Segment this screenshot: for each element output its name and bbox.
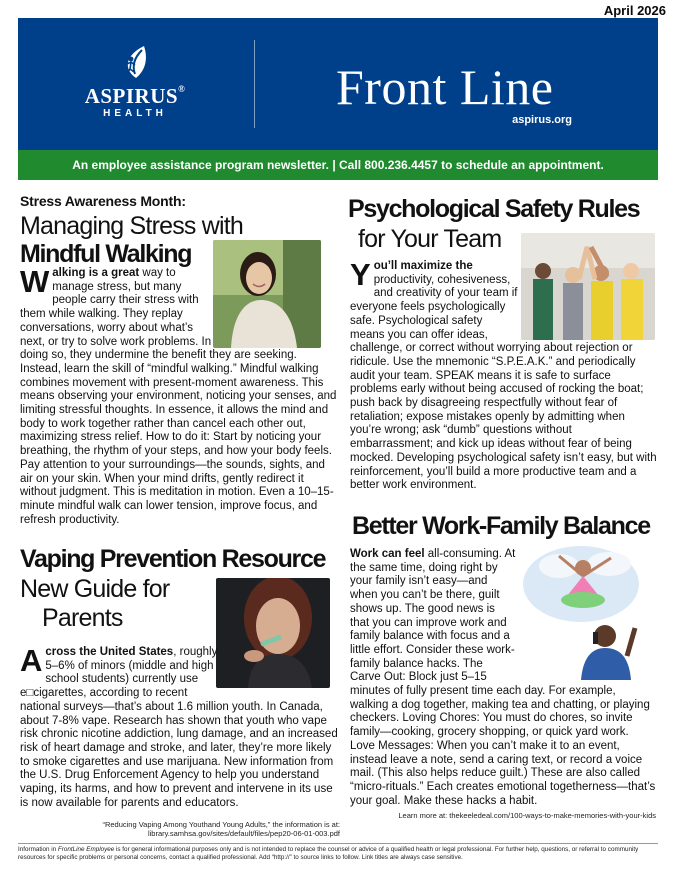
masthead	[18, 18, 658, 150]
masthead-divider	[254, 40, 255, 128]
footer-disclaimer: Information in FrontLine Employee is for general informational purposes only and is not intended to replace the counsel or advice of a qualified health or legal professional. For further help, questions, or referral to community resources for specific problems or personal concerns, contact a qualified professional. Add “http://” to source links to follow. Link titles are always case sensitive.	[18, 846, 639, 861]
vaping-body: Across the United States, roughly 5–6% of minors (middle and high school students) currently use e□cigarettes, according to recent national surveys—that’s about 1.6 million youth. In Canada, about 7-8% vape. Research has shown that youth who vape risk chronic nicotine addiction, lung damage, and an increased risk of heart damage and stroke, and later, they’re more likely to smoke cigarettes and use marijuana. New information from the U.S. Drug Enforcement Agency to help you understand vaping, its harms, and how to prevent and intervene in its use is now available for parents and educators.	[20, 643, 338, 809]
article-title: Psychological Safety Rules	[348, 195, 640, 223]
aspirus-leaf-icon	[118, 44, 154, 80]
drop-cap: Y	[350, 257, 371, 292]
article-title-line2: New Guide for	[20, 575, 170, 603]
logo-wordmark: ASPIRUS®	[84, 84, 186, 108]
drop-cap: A	[20, 643, 43, 678]
work-family-balance-body: Work can feel all-consuming. At the same time, doing right by your family isn’t easy—and when you can’t be there, guilt shows up. The good news is that you can improve work and family balance with focus and a little effort. Consider these work-family balance hacks. The Carve Out: Block just 5–15 minutes of fully present time each day. For example, walking a dog together, making tea and chatting, or playing checkers. Loving Chores: You must do chores, so invite family—cooking, grocery shopping, or quick yard work. Love Messages: When you can’t make it to an event, instead leave a note, send a caring text, or record a voice mail. (This also helps reduce guilt.) These are also called “micro-rituals.” Each creates emotional togetherness—that’s your goal. Make these hacks a habit.	[350, 548, 656, 807]
issue-date: April 2026	[603, 3, 666, 18]
newsletter-title: Front Line	[336, 59, 554, 115]
article-title: Vaping Prevention Resource	[20, 545, 326, 573]
vaping-source[interactable]: “Reducing Vaping Among Youthand Young Adults,” the information is at: library.samhsa.gov/sites/default/files/pep20-06-01-003.pdf	[102, 820, 340, 838]
article-title: Better Work-Family Balance	[352, 512, 650, 540]
article-kicker: Stress Awareness Month:	[20, 193, 186, 209]
website-link[interactable]: aspirus.org	[512, 114, 572, 126]
eap-banner: An employee assistance program newsletter. | Call 800.236.4457 to schedule an appointment.	[18, 150, 658, 180]
footer-divider	[18, 843, 658, 844]
aspirus-logo[interactable]	[70, 44, 200, 124]
article-title: Managing Stress with	[20, 212, 244, 240]
article-title-line3: Parents	[42, 604, 123, 632]
psychological-safety-body: You’ll maximize the productivity, cohesiveness, and creativity of your team if everyone feels psychologically safe. Psychological safety means you can offer ideas, challenge, or correct without worrying about rejection or ridicule. Use the mnemonic “S.P.E.A.K.” and periodically audit your team. SPEAK means it is safe to surface problems early without being accused of rocking the boat; push back by disagreeing respectfully without fear of retaliation; expose mistakes openly by admitting when you’re wrong; ask “dumb” questions without embarrassment; and kick up ideas without fear of being mocked. Developing psychological safety isn’t easy, but with reinforcement, you’ll build a more productive team and a better work environment.	[350, 257, 657, 492]
drop-cap: W	[20, 264, 50, 299]
article-title-line2: Mindful Walking	[20, 240, 192, 268]
logo-subtitle: HEALTH	[103, 108, 167, 119]
article-title-line2: for Your Team	[358, 225, 502, 253]
article-work-family-balance	[352, 512, 658, 540]
learn-more-link[interactable]: Learn more at: thekeeledeal.com/100-ways-to-make-memories-with-your-kids	[398, 811, 656, 820]
mindful-walking-body: Walking is a great way to manage stress, but many people carry their stress with them while walking. They replay conversations, worry about what’s next, or try to solve work problems. In doing so, they undermine the benefit they are seeking. Instead, learn the skill of “mindful walking.” Mindful walking combines movement with present-moment awareness. This means observing your environment, noticing your senses, and limiting stressful thoughts. In essence, it allows the mind and body to work together rather than cancel each other out, maximizing stress relief. How to do it: Start by noticing your breathing, the rhythm of your steps, and how your body feels. Pay attention to your surroundings—the sounds, sights, and air on your skin. When your mind drifts, gently redirect it without judgment. This is meditation in motion. Even a 10–15-minute mindful walk can lower tension, improve focus, and refresh productivity.	[20, 264, 337, 526]
